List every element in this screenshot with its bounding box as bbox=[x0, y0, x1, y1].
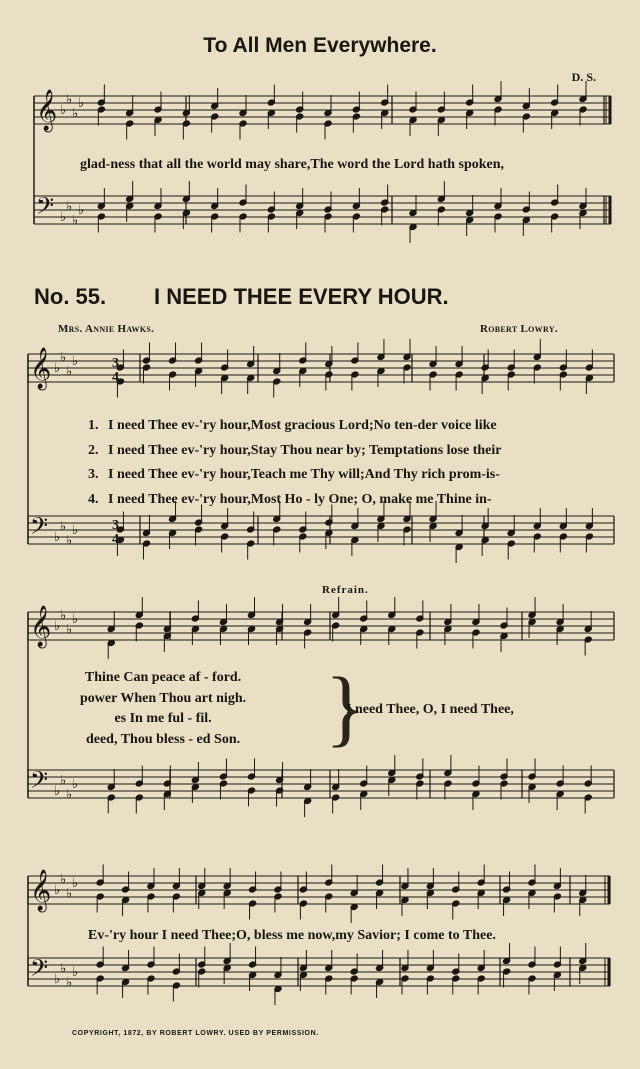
top-lyric-line: glad-ness that all the world may share,The word the Lord hath spoken, bbox=[80, 157, 505, 172]
treble-clef: 𝄞 bbox=[30, 348, 52, 389]
ds-marker: D. S. bbox=[571, 70, 596, 84]
treble-clef: 𝄞 bbox=[30, 870, 52, 911]
flat-icon: ♭ bbox=[54, 530, 61, 545]
refrain-label: Refrain. bbox=[322, 584, 369, 596]
time-signature: 3 bbox=[112, 518, 119, 533]
verse-brace: } bbox=[325, 659, 367, 755]
flat-icon: ♭ bbox=[60, 103, 67, 118]
flat-icon: ♭ bbox=[60, 350, 67, 366]
final-bar bbox=[609, 196, 612, 224]
flat-icon: ♭ bbox=[66, 787, 73, 803]
bass-clef: 𝄢 bbox=[30, 766, 49, 799]
verse-number: 4. bbox=[88, 491, 99, 507]
flat-icon: ♭ bbox=[54, 784, 61, 799]
treble-clef: 𝄞 bbox=[36, 90, 58, 131]
flat-icon: ♭ bbox=[66, 364, 73, 380]
flat-icon: ♭ bbox=[60, 210, 67, 225]
flat-icon: ♭ bbox=[66, 92, 73, 108]
hymn-title: I NEED THEE EVERY HOUR. bbox=[154, 284, 449, 309]
flat-icon: ♭ bbox=[54, 972, 61, 987]
verse-ending: es In me ful - fil. bbox=[114, 711, 212, 726]
music-credit: Robert Lowry. bbox=[480, 323, 558, 335]
verse-number: 2. bbox=[88, 442, 99, 458]
flat-icon: ♭ bbox=[72, 612, 79, 627]
flat-icon: ♭ bbox=[78, 96, 85, 111]
bass-clef: 𝄢 bbox=[30, 954, 49, 987]
final-bar bbox=[608, 876, 611, 904]
flat-icon: ♭ bbox=[66, 886, 73, 902]
flat-icon: ♭ bbox=[66, 533, 73, 549]
flat-icon: ♭ bbox=[54, 361, 61, 376]
flat-icon: ♭ bbox=[60, 519, 67, 535]
flat-icon: ♭ bbox=[72, 213, 79, 229]
flat-icon: ♭ bbox=[72, 354, 79, 369]
verse-ending: power When Thou art nigh. bbox=[80, 690, 247, 706]
flat-icon: ♭ bbox=[72, 965, 79, 980]
flat-icon: ♭ bbox=[60, 961, 67, 977]
flat-icon: ♭ bbox=[66, 199, 73, 215]
flat-icon: ♭ bbox=[72, 523, 79, 538]
flat-icon: ♭ bbox=[72, 777, 79, 792]
final-bar bbox=[609, 96, 612, 124]
flat-icon: ♭ bbox=[66, 622, 73, 638]
flat-icon: ♭ bbox=[54, 619, 61, 634]
copyright-notice: COPYRIGHT, 1872, BY ROBERT LOWRY. USED BY PERMISSION. bbox=[72, 1030, 319, 1037]
verse-text: I need Thee ev-'ry hour,Teach me Thy will;And Thy rich prom-is- bbox=[108, 467, 500, 482]
flat-icon: ♭ bbox=[54, 883, 61, 898]
page-title-top: To All Men Everywhere. bbox=[203, 34, 437, 57]
verse-ending: Thine Can peace af - ford. bbox=[84, 670, 242, 685]
verse-number: 3. bbox=[88, 467, 99, 482]
refrain-lyric-1: I need Thee, O, I need Thee, bbox=[346, 702, 514, 717]
flat-icon: ♭ bbox=[72, 106, 79, 122]
verse-number: 1. bbox=[88, 418, 99, 433]
verse-text: I need Thee ev-'ry hour,Most gracious Lord;No ten-der voice like bbox=[108, 418, 497, 433]
verse-ending: deed, Thou bless - ed Son. bbox=[85, 731, 241, 747]
time-signature: 4 bbox=[112, 370, 119, 385]
words-credit: Mrs. Annie Hawks. bbox=[58, 323, 155, 335]
hymn-number: No. 55. bbox=[34, 284, 107, 309]
time-signature: 3 bbox=[112, 356, 119, 371]
treble-clef: 𝄞 bbox=[30, 606, 52, 647]
verse-text: I need Thee ev-'ry hour,Stay Thou near by; Temptations lose their bbox=[108, 442, 502, 458]
bass-clef: 𝄢 bbox=[36, 192, 55, 225]
refrain-lyric-2: Ev-'ry hour I need Thee;O, bless me now,my Savior; I come to Thee. bbox=[88, 928, 496, 943]
time-signature: 4 bbox=[112, 532, 119, 547]
final-bar bbox=[608, 958, 611, 986]
flat-icon: ♭ bbox=[60, 872, 67, 888]
verse-text: I need Thee ev-'ry hour,Most Ho - ly One; O, make me Thine in- bbox=[108, 491, 492, 507]
flat-icon: ♭ bbox=[60, 773, 67, 789]
bass-clef: 𝄢 bbox=[30, 512, 49, 545]
flat-icon: ♭ bbox=[60, 608, 67, 624]
flat-icon: ♭ bbox=[78, 203, 85, 218]
flat-icon: ♭ bbox=[66, 975, 73, 991]
flat-icon: ♭ bbox=[72, 876, 79, 891]
